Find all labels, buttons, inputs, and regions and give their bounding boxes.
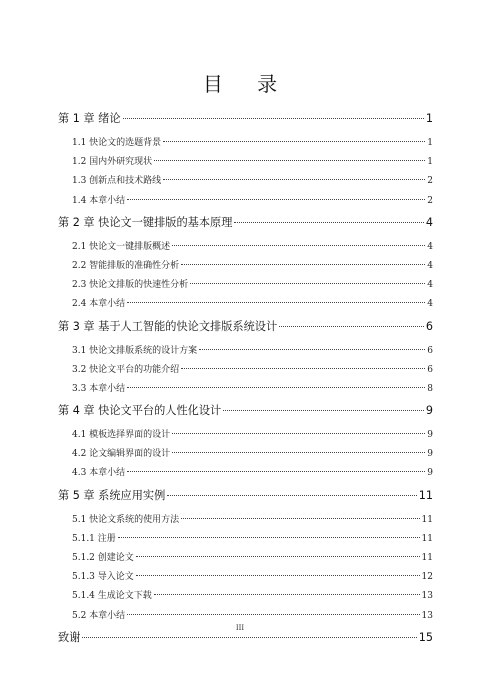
toc-entry-label: 4.3 本章小结 xyxy=(72,468,126,479)
toc-entry-label: 第 3 章 基于人工智能的快论文排版系统设计 xyxy=(58,319,278,333)
dot-leader xyxy=(199,349,425,350)
toc-entry-label: 1.2 国内外研究现状 xyxy=(72,157,153,168)
dot-leader xyxy=(127,471,425,472)
dot-leader xyxy=(172,433,425,434)
toc-page-number: 13 xyxy=(421,591,433,602)
toc-entry-label: 第 2 章 快论文一键排版的基本原理 xyxy=(58,215,233,229)
dot-leader xyxy=(136,556,420,557)
toc-page-number: 6 xyxy=(425,319,433,333)
dot-leader xyxy=(181,264,425,265)
table-of-contents xyxy=(58,110,433,652)
toc-section-entry[interactable] xyxy=(58,446,433,465)
toc-page-number: 11 xyxy=(421,514,433,525)
toc-section-entry[interactable] xyxy=(58,135,433,154)
toc-page-number: 1 xyxy=(425,112,433,125)
toc-section-entry[interactable] xyxy=(58,588,433,607)
toc-section-entry[interactable] xyxy=(58,154,433,173)
toc-entry-label: 第 1 章 绪论 xyxy=(58,112,121,125)
toc-entry-label: 5.1.4 生成论文下载 xyxy=(72,591,152,602)
toc-title: 目 录 xyxy=(202,72,292,96)
dot-leader xyxy=(127,387,425,388)
dot-leader xyxy=(154,160,425,161)
toc-chapter-entry[interactable] xyxy=(58,318,433,341)
dot-leader xyxy=(118,537,420,538)
toc-page-number: 9 xyxy=(427,449,433,460)
toc-entry-label: 3.1 快论文排版系统的设计方案 xyxy=(72,345,198,356)
toc-section-entry[interactable] xyxy=(58,381,433,400)
toc-entry-label: 5.2 本章小结 xyxy=(72,610,126,621)
toc-page-number: 15 xyxy=(418,630,433,644)
dot-leader xyxy=(127,302,425,303)
toc-entry-label: 1.1 快论文的选题背景 xyxy=(72,138,162,148)
toc-section-entry[interactable] xyxy=(58,569,433,588)
toc-page-number: 1 xyxy=(427,138,433,148)
toc-entry-label: 5.1.2 创建论文 xyxy=(72,553,134,563)
toc-section-entry[interactable] xyxy=(58,465,433,484)
dot-leader xyxy=(190,283,425,284)
dot-leader xyxy=(234,222,423,223)
dot-leader xyxy=(172,245,425,246)
toc-entry-label: 5.1.1 注册 xyxy=(72,533,116,544)
toc-entry-label: 2.2 智能排版的准确性分析 xyxy=(72,260,180,271)
toc-page-number: 11 xyxy=(421,533,433,544)
toc-page-number: 11 xyxy=(421,553,433,563)
dot-leader xyxy=(163,179,425,180)
dot-leader xyxy=(82,637,416,638)
toc-section-entry[interactable] xyxy=(58,239,433,258)
toc-chapter-entry[interactable] xyxy=(58,110,433,133)
toc-page-number: 2 xyxy=(427,195,433,206)
dot-leader xyxy=(223,410,424,411)
toc-entry-label: 1.3 创新点和技术路线 xyxy=(72,176,162,187)
toc-entry-label: 3.2 快论文平台的功能介绍 xyxy=(72,364,180,375)
dot-leader xyxy=(127,614,419,615)
dot-leader xyxy=(167,495,416,496)
toc-entry-label: 5.1.3 导入论文 xyxy=(72,572,134,583)
toc-section-entry[interactable] xyxy=(58,296,433,315)
toc-page-number: 4 xyxy=(427,280,433,291)
toc-page-number: 6 xyxy=(427,345,433,356)
toc-section-entry[interactable] xyxy=(58,550,433,569)
dot-leader xyxy=(136,575,420,576)
toc-section-entry[interactable] xyxy=(58,427,433,446)
toc-entry-label: 2.4 本章小结 xyxy=(72,299,126,310)
toc-entry-label: 2.3 快论文排版的快速性分析 xyxy=(72,280,189,291)
toc-page-number: 2 xyxy=(427,176,433,187)
toc-entry-label: 致谢 xyxy=(58,630,81,644)
toc-page-number: 8 xyxy=(427,383,433,394)
toc-entry-label: 4.2 论文编辑界面的设计 xyxy=(72,449,171,460)
toc-section-entry[interactable] xyxy=(58,173,433,192)
toc-section-entry[interactable] xyxy=(58,531,433,550)
toc-entry-label: 1.4 本章小结 xyxy=(72,195,126,206)
toc-page-number: 4 xyxy=(427,299,433,310)
toc-entry-label: 4.1 模板选择界面的设计 xyxy=(72,430,171,441)
toc-page-number: 13 xyxy=(421,610,433,621)
dot-leader xyxy=(279,326,424,327)
toc-page-number: 4 xyxy=(425,215,433,229)
toc-page-number: 11 xyxy=(418,488,433,502)
toc-page-number: 1 xyxy=(427,157,433,168)
page-number-footer: III xyxy=(235,624,245,632)
toc-section-entry[interactable] xyxy=(58,193,433,212)
toc-entry-label: 第 4 章 快论文平台的人性化设计 xyxy=(58,404,222,418)
toc-section-entry[interactable] xyxy=(58,343,433,362)
toc-page-number: 12 xyxy=(421,572,433,583)
toc-chapter-entry[interactable] xyxy=(58,629,433,652)
toc-page-number: 6 xyxy=(427,364,433,375)
toc-section-entry[interactable] xyxy=(58,277,433,296)
toc-entry-label: 第 5 章 系统应用实例 xyxy=(58,488,166,502)
toc-page-number: 4 xyxy=(427,260,433,271)
toc-chapter-entry[interactable] xyxy=(58,214,433,237)
toc-entry-label: 3.3 本章小结 xyxy=(72,383,126,394)
toc-page-number: 9 xyxy=(427,468,433,479)
toc-page-number: 9 xyxy=(425,404,433,418)
toc-section-entry[interactable] xyxy=(58,512,433,531)
dot-leader xyxy=(172,452,425,453)
dot-leader xyxy=(123,118,424,119)
dot-leader xyxy=(163,141,425,142)
dot-leader xyxy=(127,199,425,200)
toc-chapter-entry[interactable] xyxy=(58,487,433,510)
toc-page-number: 9 xyxy=(427,430,433,441)
toc-section-entry[interactable] xyxy=(58,258,433,277)
dot-leader xyxy=(154,594,420,595)
toc-entry-label: 5.1 快论文系统的使用方法 xyxy=(72,514,180,525)
toc-chapter-entry[interactable] xyxy=(58,402,433,425)
dot-leader xyxy=(181,518,419,519)
toc-entry-label: 2.1 快论文一键排版概述 xyxy=(72,241,171,252)
toc-section-entry[interactable] xyxy=(58,362,433,381)
toc-page-number: 4 xyxy=(427,241,433,252)
dot-leader xyxy=(181,368,425,369)
